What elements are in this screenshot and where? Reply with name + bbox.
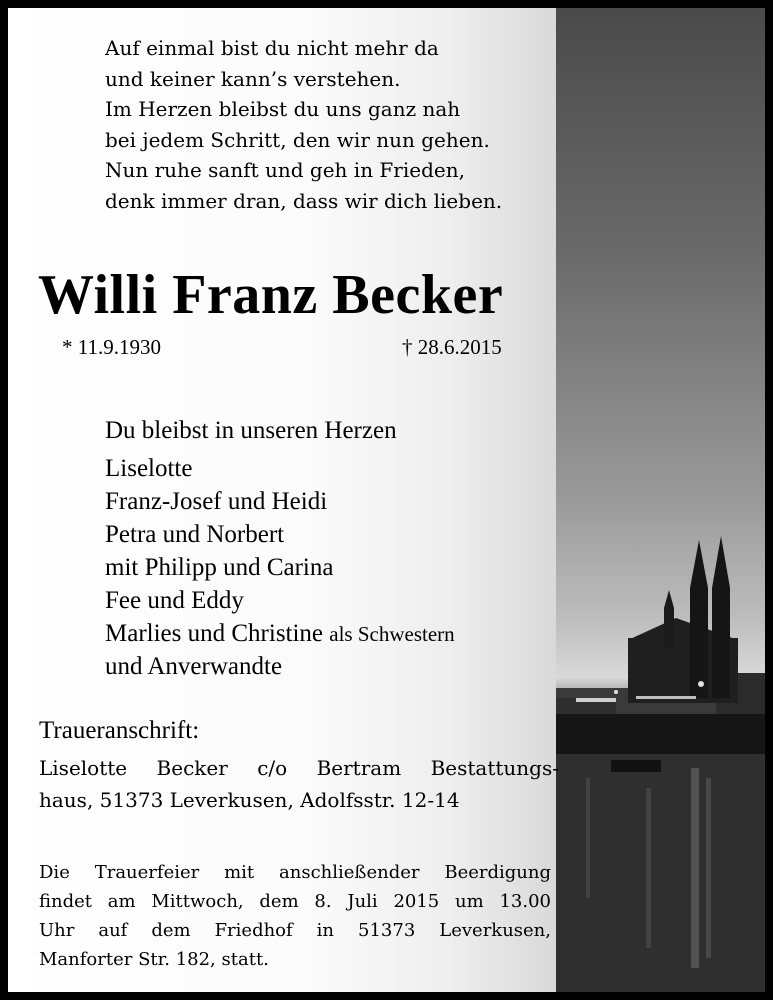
death-date: † 28.6.2015 [402, 335, 502, 359]
mourner-sisters [105, 617, 455, 650]
mourners-intro: Du bleibst in unseren Herzen [105, 417, 397, 444]
sisters-names: Marlies und Christine [105, 620, 324, 647]
cologne-cathedral-photo [556, 8, 773, 992]
mourner-name: Liselotte [105, 455, 193, 482]
mourner-name: mit Philipp und Carina [105, 554, 334, 581]
mourner-name: Franz-Josef und Heidi [105, 488, 328, 515]
mourning-address [39, 752, 559, 816]
address-line: haus, 51373 Leverkusen, Adolfsstr. 12-14 [39, 788, 460, 812]
poem-line: Auf einmal bist du nicht mehr da [105, 36, 439, 60]
deceased-name: Willi Franz Becker [38, 264, 504, 326]
mourner-name: Petra und Norbert [105, 521, 285, 548]
cathedral-skyline-icon [556, 8, 773, 992]
mourners-list [105, 414, 455, 683]
sisters-note: als Schwestern [329, 622, 455, 646]
address-heading: Traueranschrift: [39, 717, 200, 744]
funeral-line: Manforter Str. 182, statt. [39, 949, 269, 970]
funeral-line: Die Trauerfeier mit anschließender Beerdigung [39, 862, 551, 883]
poem-line: Im Herzen bleibst du uns ganz nah [105, 97, 461, 121]
poem-line: Nun ruhe sanft und geh in Frieden, [105, 158, 465, 182]
poem-line: und keiner kann’s verstehen. [105, 66, 401, 91]
mourners-closing: und Anverwandte [105, 653, 283, 680]
funeral-line: findet am Mittwoch, dem 8. Juli 2015 um 13.00 [39, 891, 551, 912]
poem-line: bei jedem Schritt, den wir nun gehen. [105, 127, 490, 152]
poem-line: denk immer dran, dass wir dich lieben. [105, 188, 503, 213]
mourner-name: Fee und Eddy [105, 587, 244, 614]
funeral-line: Uhr auf dem Friedhof in 51373 Leverkusen, [39, 920, 551, 941]
birth-date: * 11.9.1930 [62, 335, 161, 359]
address-line: Liselotte Becker c/o Bertram Bestattungs- [39, 756, 559, 780]
poem [105, 33, 502, 216]
funeral-info [39, 858, 551, 974]
